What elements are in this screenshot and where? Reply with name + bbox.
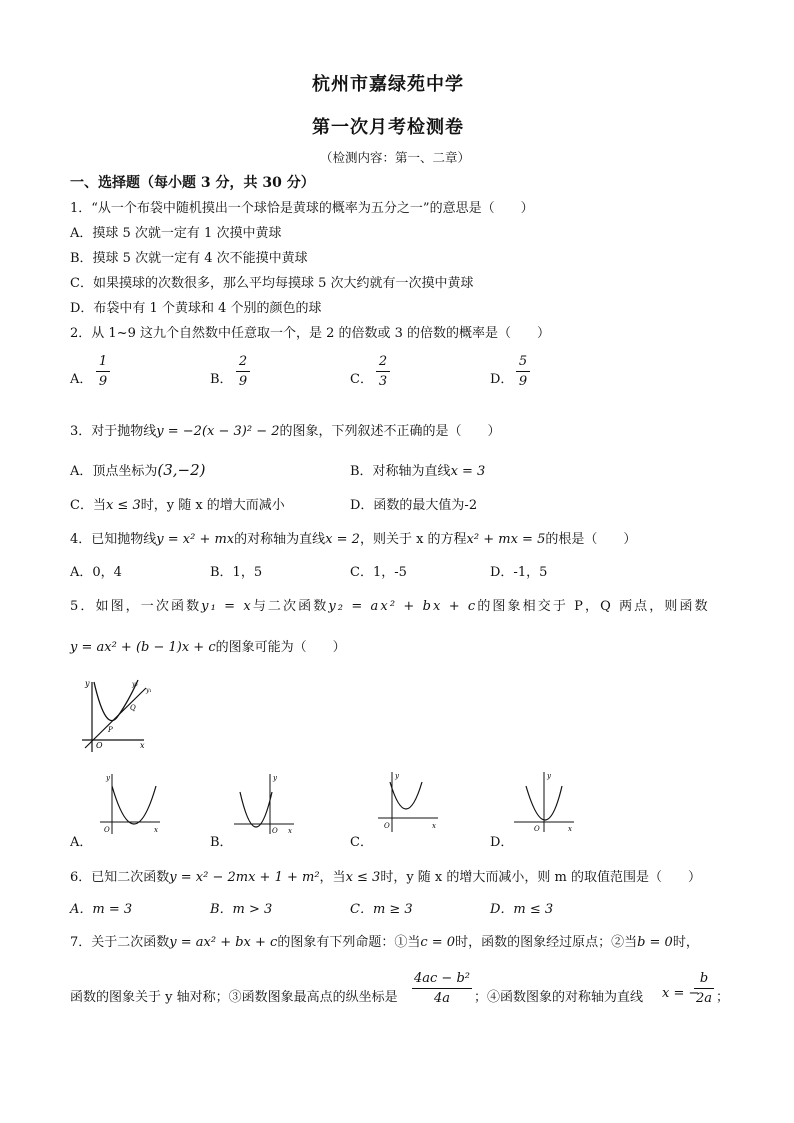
fig-label-y: y <box>106 774 110 782</box>
fraction-denominator: 9 <box>98 374 108 389</box>
q5-main-figure <box>80 676 158 754</box>
q7-fraction-2 <box>694 970 714 1007</box>
parabola <box>390 782 422 809</box>
fraction-numerator: 5 <box>518 354 528 369</box>
fig-label-p: P <box>108 726 113 734</box>
q6-option-b: B．m > 3 <box>210 902 273 917</box>
q5-option-b: B． <box>210 835 233 850</box>
q4-option-a: A．0，4 <box>70 565 122 580</box>
q4-stem-pre: 4．已知抛物线 <box>70 532 157 547</box>
q6-option-c: C．m ≥ 3 <box>350 902 413 917</box>
q5-option-a: A． <box>70 835 93 850</box>
q2-option-c-label: C． <box>350 372 373 387</box>
q5-stem-post2: 的图象可能为（ ） <box>215 640 346 655</box>
q7-stem <box>70 931 699 950</box>
q7-line2-end: ； <box>716 990 730 1005</box>
q2-option-d-label: D． <box>490 372 514 387</box>
q6-stem-mid: ，当 <box>319 870 346 885</box>
fraction-numerator: 2 <box>378 354 388 369</box>
q7-stem-mid3: 时， <box>672 935 699 950</box>
q6-option-d: D．m ≤ 3 <box>490 902 554 917</box>
q7-c-zero: c = 0 <box>420 935 456 950</box>
q3-option-b-text: B．对称轴为直线 <box>350 464 451 479</box>
fig-label-q: Q <box>130 704 136 712</box>
q6-stem <box>70 866 701 885</box>
q2-option-b-fraction <box>236 353 250 390</box>
q5-option-d: D． <box>490 835 514 850</box>
fraction-denominator: 2a <box>695 991 713 1006</box>
fraction-denominator: 9 <box>238 374 248 389</box>
fig-label-x: x <box>288 827 292 835</box>
q2-option-c-fraction <box>376 353 390 390</box>
q3-option-d: D．函数的最大值为-2 <box>350 498 478 513</box>
q3-stem-pre: 3．对于抛物线 <box>70 424 157 439</box>
fraction-denominator: 4a <box>433 991 451 1006</box>
line-y1 <box>85 688 146 748</box>
school-title: 杭州市嘉绿苑中学 <box>312 74 464 95</box>
q2-stem: 2．从 1~9 这九个自然数中任意取一个，是 2 的倍数或 3 的倍数的概率是（ ） <box>70 326 551 341</box>
parabola <box>240 792 272 827</box>
q7-fraction-1 <box>412 970 472 1007</box>
q2-option-b-label: B． <box>210 372 233 387</box>
fig-label-o: O <box>104 826 110 834</box>
q4-stem <box>70 528 636 547</box>
q3-option-c <box>70 494 285 513</box>
exam-scope: （检测内容：第一、二章） <box>320 150 471 165</box>
fig-label-x: x <box>154 826 158 834</box>
q7-x-equals: x = − <box>662 986 700 1001</box>
fig-label-y2: y₂ <box>132 681 138 688</box>
q5-stem-line2 <box>70 636 346 655</box>
q4-formula-1: y = x² + mx <box>156 532 235 547</box>
fraction-numerator: 4ac − b² <box>414 971 470 986</box>
q5-formula-1: y₁ = x <box>201 599 253 614</box>
q7-stem-pre: 7．关于二次函数 <box>70 935 170 950</box>
q4-stem-post: 的根是（ ） <box>545 532 637 547</box>
fig-label-o: O <box>272 827 278 835</box>
fig-label-y: y <box>395 772 399 780</box>
q3-option-b <box>350 460 485 479</box>
q3-option-b-math: x = 3 <box>450 464 486 479</box>
q4-formula-2: x = 2 <box>325 532 360 547</box>
q6-stem-post: 时，y 随 x 的增大而减小，则 m 的取值范围是（ ） <box>380 870 701 885</box>
q5-formula-2: y₂ = ax² + bx + c <box>328 599 478 614</box>
q1-option-a: A．摸球 5 次就一定有 1 次摸中黄球 <box>70 226 282 241</box>
q5-stem <box>70 595 710 614</box>
q1-option-b: B．摸球 5 次就一定有 4 次不能摸中黄球 <box>70 251 308 266</box>
q5-formula-3: y = ax² + (b − 1)x + c <box>70 640 216 655</box>
q5-stem-post: 的图象相交于 P，Q 两点，则函数 <box>477 599 710 614</box>
section-heading: 一、选择题（每小题 3 分，共 30 分） <box>70 175 315 191</box>
q7-b-zero: b = 0 <box>637 935 673 950</box>
q4-formula-3: x² + mx = 5 <box>466 532 546 547</box>
q6-condition: x ≤ 3 <box>345 870 381 885</box>
q4-option-b: B．1，5 <box>210 565 263 580</box>
q7-stem-mid: 的图象有下列命题：①当 <box>277 935 421 950</box>
fig-label-o: O <box>96 741 103 750</box>
fig-label-o: O <box>384 822 390 830</box>
q7-stem-mid2: 时，函数的图象经过原点；②当 <box>455 935 638 950</box>
q5-option-c: C． <box>350 835 373 850</box>
q3-option-c-text: C．当 <box>70 498 106 513</box>
fig-label-x: x <box>432 822 436 830</box>
q3-option-a <box>70 460 206 479</box>
q7-line2-pre: 函数的图象关于 y 轴对称；③函数图象最高点的纵坐标是 <box>70 990 398 1005</box>
fig-label-y: y <box>273 774 277 782</box>
fig-label-y1: y₁ <box>146 687 152 694</box>
q1-option-d: D．布袋中有 1 个黄球和 4 个别的颜色的球 <box>70 301 322 316</box>
q3-formula: y = −2(x − 3)² − 2 <box>156 424 280 439</box>
fig-label-y: y <box>85 679 90 688</box>
q5-option-d-graph <box>512 770 578 834</box>
q2-option-a-label: A． <box>70 372 93 387</box>
q4-stem-mid: 的对称轴为直线 <box>234 532 326 547</box>
q6-formula: y = x² − 2mx + 1 + m² <box>169 870 320 885</box>
fraction-denominator: 3 <box>378 374 388 389</box>
q5-option-a-graph <box>98 772 164 836</box>
q4-stem-mid2: ，则关于 x 的方程 <box>359 532 467 547</box>
q1-stem: 1．“从一个布袋中随机摸出一个球恰是黄球的概率为五分之一”的意思是（ ） <box>70 201 534 216</box>
q3-option-c-math: x ≤ 3 <box>105 498 141 513</box>
q6-stem-pre: 6．已知二次函数 <box>70 870 170 885</box>
q5-stem-mid: 与二次函数 <box>252 599 329 614</box>
fig-label-x: x <box>140 741 145 750</box>
fraction-numerator: b <box>699 971 709 986</box>
q4-option-d: D．-1，5 <box>490 565 548 580</box>
fig-label-o: O <box>534 825 540 833</box>
q3-stem-post: 的图象，下列叙述不正确的是（ ） <box>279 424 501 439</box>
exam-title: 第一次月考检测卷 <box>312 117 464 138</box>
q1-option-c: C．如果摸球的次数很多，那么平均每摸球 5 次大约就有一次摸中黄球 <box>70 276 474 291</box>
q6-option-a: A．m = 3 <box>70 902 133 917</box>
fraction-numerator: 2 <box>238 354 248 369</box>
q5-stem-pre: 5．如图，一次函数 <box>70 599 202 614</box>
fig-label-y: y <box>547 772 551 780</box>
q7-line2-mid: ；④函数图象的对称轴为直线 <box>474 990 644 1005</box>
q3-option-c-post: 时，y 随 x 的增大而减小 <box>140 498 285 513</box>
q3-stem <box>70 420 501 439</box>
q3-option-a-text: A．顶点坐标为 <box>70 464 158 479</box>
parabola <box>112 786 156 824</box>
q3-option-a-math: (3,−2) <box>157 461 206 479</box>
q5-option-b-graph <box>232 772 298 836</box>
fig-label-x: x <box>568 825 572 833</box>
q2-option-d-fraction <box>516 353 530 390</box>
q4-option-c: C．1，-5 <box>350 565 407 580</box>
q7-formula: y = ax² + bx + c <box>169 935 278 950</box>
q2-option-a-fraction <box>96 353 110 390</box>
fraction-numerator: 1 <box>98 354 108 369</box>
fraction-denominator: 9 <box>518 374 528 389</box>
q5-option-c-graph <box>376 770 442 834</box>
